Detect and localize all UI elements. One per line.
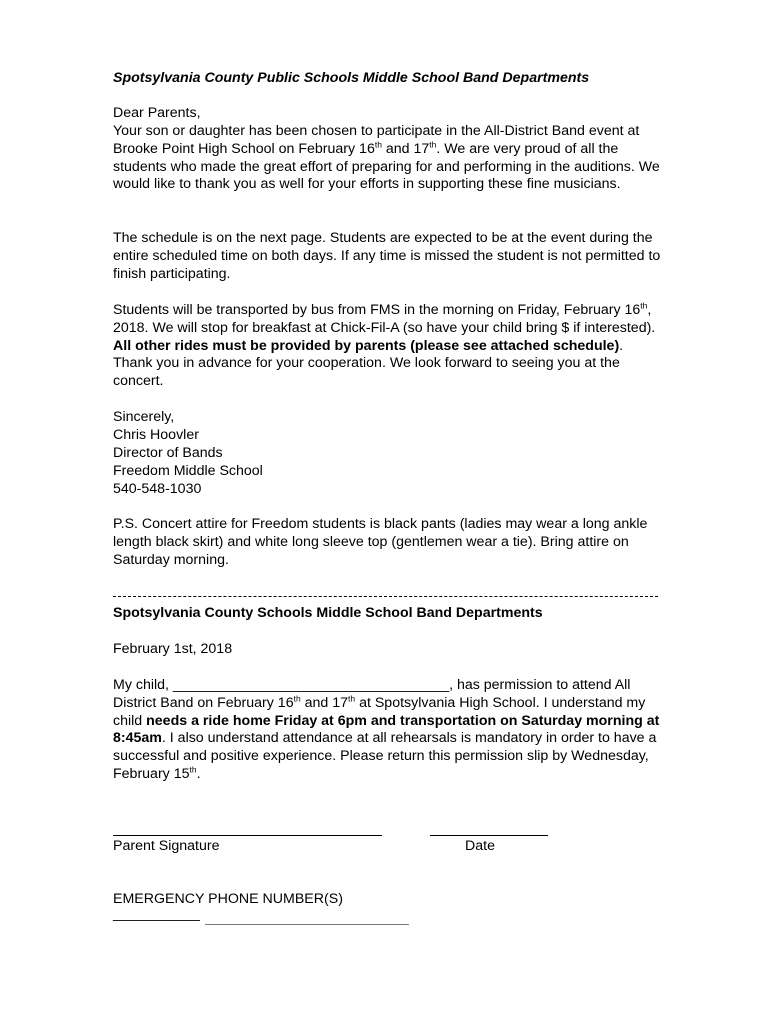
signer-name: Chris Hoovler [113, 427, 199, 443]
rides-notice: All other rides must be provided by parents (please see attached schedule) [113, 337, 620, 354]
parent-signature-label: Parent Signature [113, 838, 220, 854]
letter-closing: Sincerely, [113, 409, 175, 425]
postscript: P.S. Concert attire for Freedom students is black pants (ladies may wear a long ankle length black skirt) and white long sleeve top (gentlemen wear a tie). Bring attire on Saturday morning. [113, 516, 648, 568]
slip-body: My child, ___________________________________, has permission to attend All District Band on February 16th and 17th at Spotsylvania High School. I understand my child needs a ride home Friday at 6pm and transportation on Saturday morning at 8:45am. I also understand attendance at all rehearsals is mandatory in order to have a successful and positive experience. Please return this permission slip by Wednesday, February 15th. [113, 677, 660, 782]
emergency-phone-label: EMERGENCY PHONE NUMBER(S) [113, 891, 343, 907]
letter-paragraph-1: Your son or daughter has been chosen to participate in the All-District Band event at Brooke Point High School on February 16th and 17th. We are very proud of all the students who made the great effort of preparing for and performing in the auditions. We would like to thank you as well for your efforts in supporting these fine musicians. [113, 123, 660, 193]
date-label: Date [465, 838, 495, 854]
emergency-phone-blank[interactable]: ___________ [113, 906, 200, 922]
ride-requirement: needs a ride home Friday at 6pm and transportation on Saturday morning at 8:45am [113, 712, 660, 747]
date-line[interactable] [430, 835, 548, 836]
emergency-phone-line[interactable] [205, 924, 409, 925]
signer-phone: 540-548-1030 [113, 481, 202, 497]
slip-date: February 1st, 2018 [113, 641, 233, 657]
signer-school: Freedom Middle School [113, 463, 263, 479]
letter-title: Spotsylvania County Public Schools Middle School Band Departments [113, 70, 590, 86]
parent-signature-line[interactable] [113, 835, 382, 836]
slip-title: Spotsylvania County Schools Middle School Band Departments [113, 605, 543, 621]
letter-paragraph-3: Students will be transported by bus from FMS in the morning on Friday, February 16th, 2018. We will stop for breakfast at Chick-Fil-A (so have your child bring $ if interested). All other rides must be provided by parents (please see attached schedule). Thank you in advance for your cooperation. We look forward to seeing you at the concert. [113, 300, 656, 390]
cut-line [113, 596, 658, 597]
letter-paragraph-2: The schedule is on the next page. Students are expected to be at the event during the entire scheduled time on both days. If any time is missed the student is not permitted to finish participating. [113, 230, 661, 282]
letter-salutation: Dear Parents, [113, 105, 201, 121]
signer-title: Director of Bands [113, 445, 223, 461]
